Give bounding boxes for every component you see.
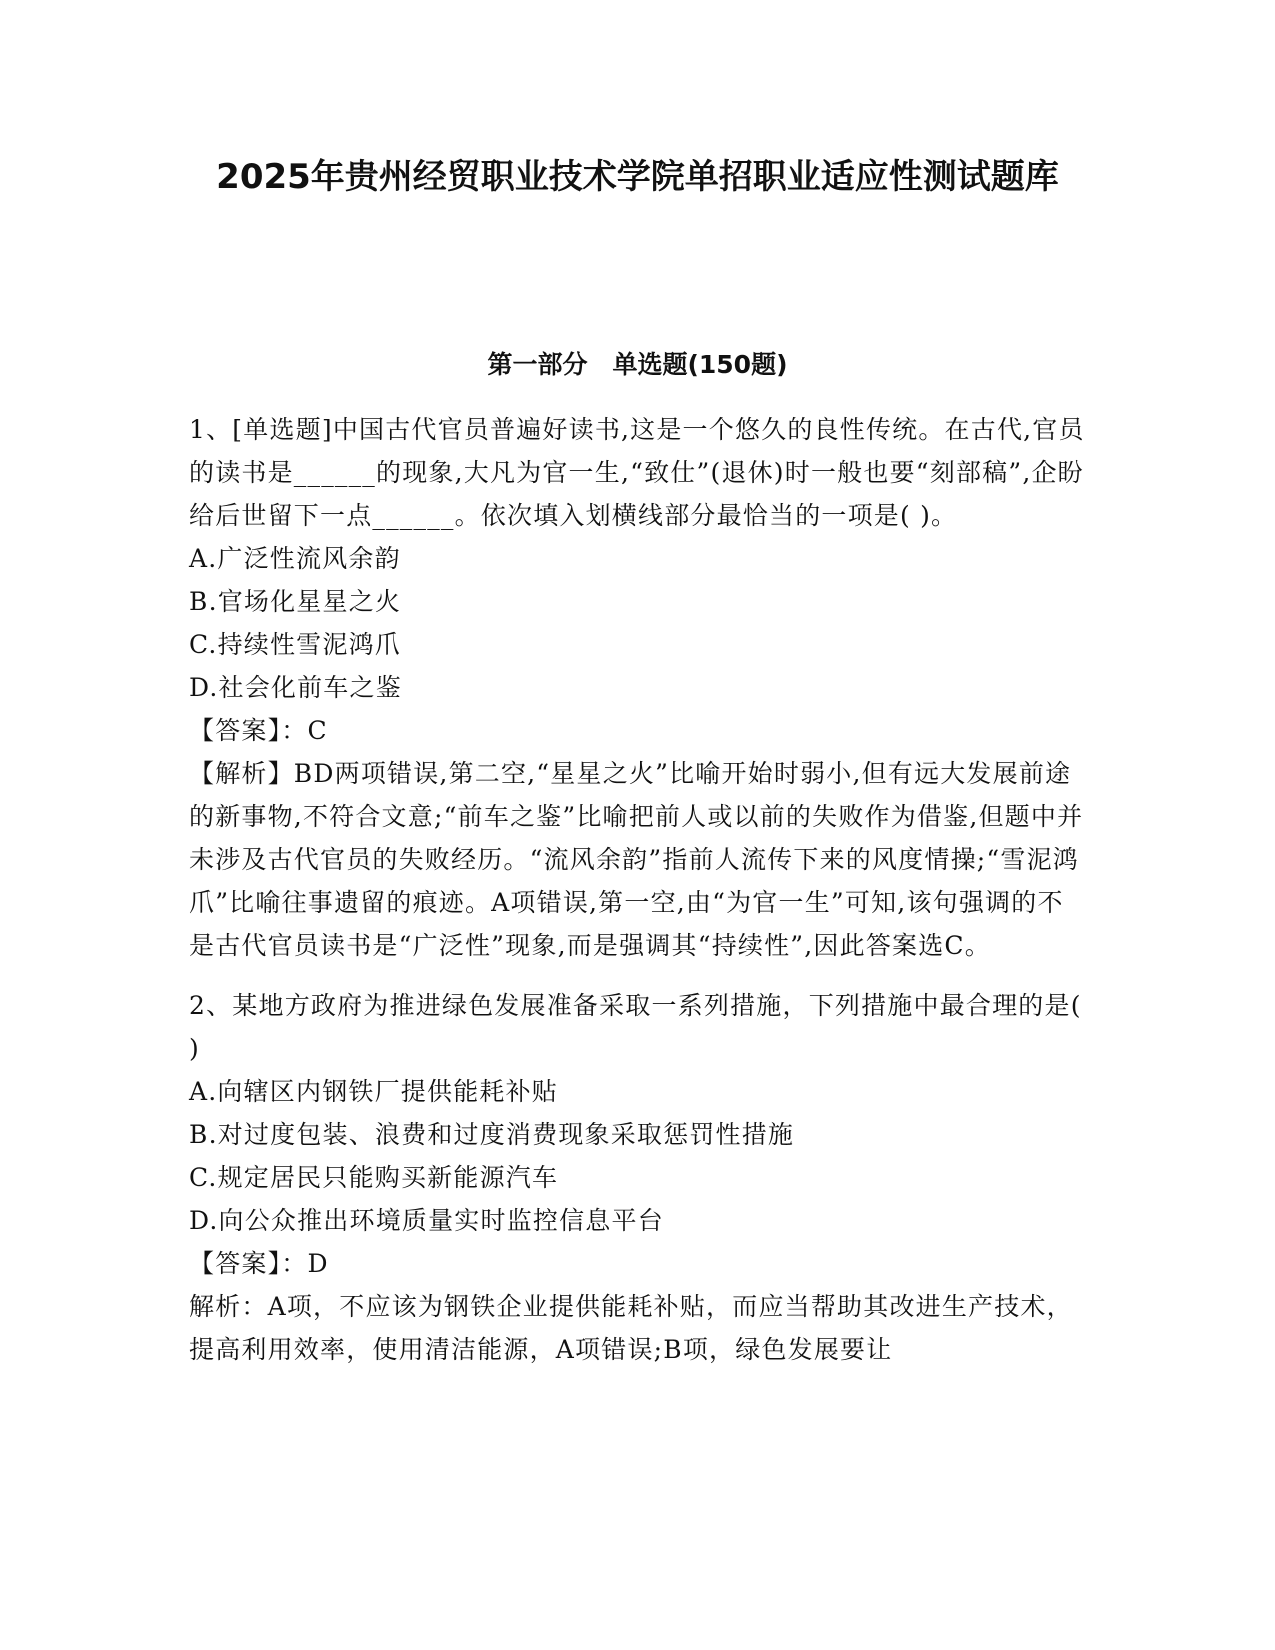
option-b: B.官场化星星之火 [189,587,402,616]
option-a: A.向辖区内钢铁厂提供能耗补贴 [189,1077,559,1106]
option-c: C.持续性雪泥鸿爪 [189,630,401,659]
document-title: 2025年贵州经贸职业技术学院单招职业适应性测试题库 [216,157,1059,197]
analysis-text: 【解析】BD两项错误,第二空,“星星之火”比喻开始时弱小,但有远大发展前途的新事物,不符合文意;“前车之鉴”比喻把前人或以前的失败作为借鉴,但题中并未涉及古代官员的失败经历。“流风余韵”指前人流传下来的风度情操;“雪泥鸿爪”比喻往事遗留的痕迹。A项错误,第一空,由“为官一生”可知,该句强调的不是古代官员读书是“广泛性”现象,而是强调其“持续性”,因此答案选C。 [189,759,1084,960]
analysis-text: 解析：A项，不应该为钢铁企业提供能耗补贴，而应当帮助其改进生产技术，提高利用效率，使用清洁能源，A项错误;B项，绿色发展要让 [189,1292,1073,1364]
question-stem: 1、[单选题]中国古代官员普遍好读书,这是一个悠久的良性传统。在古代,官员的读书是______的现象,大凡为官一生,“致仕”(退休)时一般也要“刻部稿”,企盼给后世留下一点______。依次填入划横线部分最恰当的一项是( )。 [189,415,1085,530]
answer-line: 【答案】：C [189,716,328,745]
option-d: D.向公众推出环境质量实时监控信息平台 [189,1206,664,1235]
question-list [189,408,1089,1371]
question-stem: 2、某地方政府为推进绿色发展准备采取一系列措施，下列措施中最合理的是( ) [189,991,1082,1063]
answer-line: 【答案】：D [189,1249,329,1278]
option-d: D.社会化前车之鉴 [189,673,402,702]
question-item [189,408,1089,967]
option-b: B.对过度包装、浪费和过度消费现象采取惩罚性措施 [189,1120,795,1149]
option-c: C.规定居民只能购买新能源汽车 [189,1163,559,1192]
question-item [189,984,1089,1371]
section-heading: 第一部分 单选题(150题) [487,350,788,379]
option-a: A.广泛性流风余韵 [189,544,401,573]
